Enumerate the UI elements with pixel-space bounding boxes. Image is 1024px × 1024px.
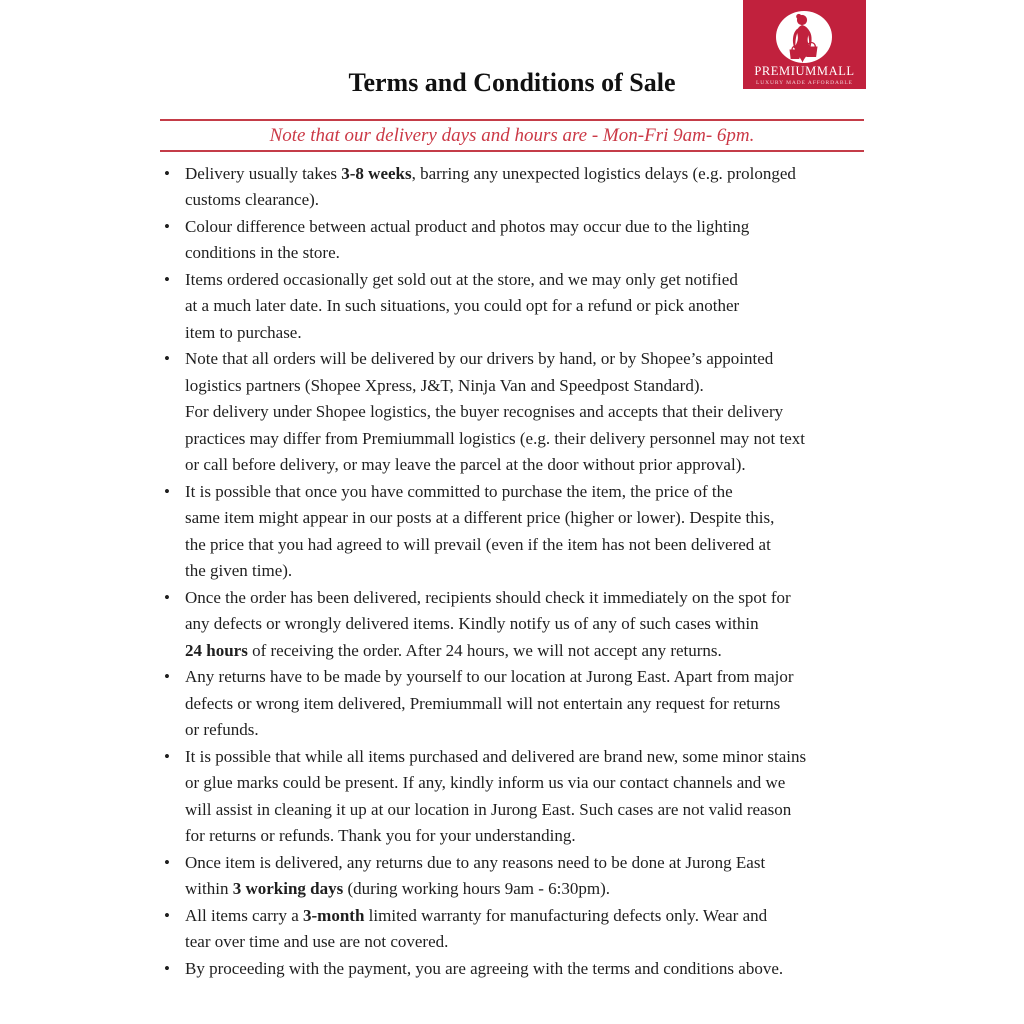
bullet-icon: • (164, 852, 170, 872)
bullet-icon: • (164, 163, 170, 183)
bullet-icon: • (164, 958, 170, 978)
bullet-icon: • (164, 587, 170, 607)
delivery-note-band (160, 119, 864, 152)
term-text: Once item is delivered, any returns due to any reasons need to be done at Jurong East within 3 working days (during working hours 9am - 6:30pm). (185, 852, 766, 899)
term-text: It is possible that once you have committed to purchase the item, the price of the same item might appear in our posts at a different price (higher or lower). Despite this, the price that you had agreed to will prevail (even if the item has not been delivered at the given time). (185, 481, 775, 581)
term-item (160, 161, 864, 214)
bullet-icon: • (164, 905, 170, 925)
bullet-icon: • (164, 269, 170, 289)
term-item (160, 214, 864, 267)
bullet-icon: • (164, 746, 170, 766)
term-item (160, 903, 864, 956)
bullet-icon: • (164, 216, 170, 236)
logo-brand-text: PREMIUMMALL (754, 64, 855, 78)
term-text: By proceeding with the payment, you are agreeing with the terms and conditions above. (185, 958, 784, 978)
term-item (160, 267, 864, 347)
bullet-icon: • (164, 667, 170, 687)
term-text: Any returns have to be made by yourself to our location at Jurong East. Apart from major defects or wrong item delivered, Premiummall will not entertain any request for returns or refunds. (185, 667, 794, 740)
term-item (160, 956, 864, 983)
term-item (160, 479, 864, 585)
term-item (160, 346, 864, 479)
term-text: It is possible that while all items purchased and delivered are brand new, some minor stains or glue marks could be present. If any, kindly inform us via our contact channels and we will assist in cleaning it up at our location in Jurong East. Such cases are not valid reason for returns or refunds. Thank you for your understanding. (185, 746, 807, 846)
term-text: All items carry a 3-month limited warranty for manufacturing defects only. Wear and tear over time and use are not covered. (185, 905, 768, 952)
bullet-icon: • (164, 481, 170, 501)
divider-bottom (160, 150, 864, 152)
term-text: Items ordered occasionally get sold out at the store, and we may only get notified at a much later date. In such situations, you could opt for a refund or pick another item to purchase. (185, 269, 740, 342)
term-text: Note that all orders will be delivered by our drivers by hand, or by Shopee’s appointed logistics partners (Shopee Xpress, J&T, Ninja Van and Speedpost Standard). For delivery under Shopee logistics, the buyer recognises and accepts that their delivery practices may differ from Premiummall logistics (e.g. their delivery personnel may not text or call before delivery, or may leave the parcel at the door without prior approval). (185, 349, 806, 475)
premiummall-logo (743, 0, 866, 89)
term-item (160, 585, 864, 665)
terms-list (160, 161, 864, 983)
term-text: Delivery usually takes 3-8 weeks, barring any unexpected logistics delays (e.g. prolonged customs clearance). (185, 163, 796, 210)
woman-with-shopping-bags-icon (743, 6, 866, 64)
page-title: Terms and Conditions of Sale (348, 68, 676, 97)
delivery-note-text: Note that our delivery days and hours are - Mon-Fri 9am- 6pm. (269, 124, 755, 146)
logo-tagline: LUXURY MADE AFFORDABLE (756, 79, 853, 86)
term-item (160, 664, 864, 744)
term-text: Colour difference between actual product and photos may occur due to the lighting conditions in the store. (185, 216, 750, 263)
term-text: Once the order has been delivered, recipients should check it immediately on the spot for any defects or wrongly delivered items. Kindly notify us of any of such cases within 24 hours of receiving the order. After 24 hours, we will not accept any returns. (185, 587, 791, 660)
term-item (160, 850, 864, 903)
bullet-icon: • (164, 349, 170, 369)
term-item (160, 744, 864, 850)
